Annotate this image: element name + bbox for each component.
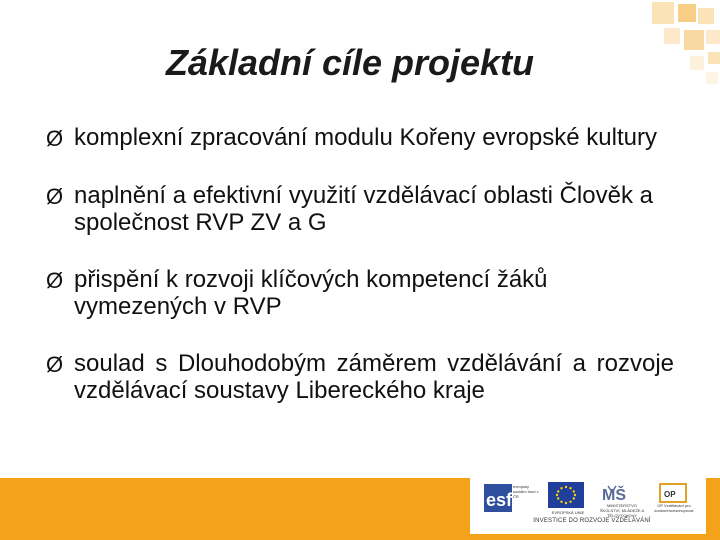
bullet-list [46,124,674,404]
arrow-bullet-icon: Ø [46,126,64,151]
eu-flag-icon [548,482,584,508]
bullet-text: naplnění a efektivní využití vzdělávací oblasti Člověk a společnost RVP ZV a G [74,182,653,236]
slide-title: Základní cíle projektu [165,42,535,83]
bullet-text: soulad s Dlouhodobým záměrem vzdělávání a rozvoje vzdělávací soustavy Libereckého kraje [74,350,674,404]
op-text: OP Vzdělávání pro konkurenceschopnost [654,503,694,513]
bullet-text: přispění k rozvoji klíčových kompetencí žáků vymezených v RVP [74,266,548,320]
footer-caption: INVESTICE DO ROZVOJE VZDĚLÁVÁNÍ [533,518,651,524]
bullet-item [46,124,674,151]
arrow-bullet-icon: Ø [46,184,64,209]
msmt-text: MINISTERSTVO ŠKOLSTVÍ, MLÁDEŽE A TĚLOVÝCHOVY [599,503,645,518]
bullet-item [46,182,674,236]
svg-text:MŠ: MŠ [602,487,626,504]
arrow-bullet-icon: Ø [46,352,64,377]
bullet-item [46,350,674,404]
svg-text:esf: esf [486,490,513,510]
esf-text: evropský sociální fond v ČR [513,484,539,499]
eu-text: EVROPSKÁ UNIE [551,510,585,515]
bullet-text: komplexní zpracování modulu Kořeny evropské kultury [74,124,657,151]
bullet-item [46,266,674,320]
svg-text:OP: OP [664,490,676,499]
arrow-bullet-icon: Ø [46,268,64,293]
